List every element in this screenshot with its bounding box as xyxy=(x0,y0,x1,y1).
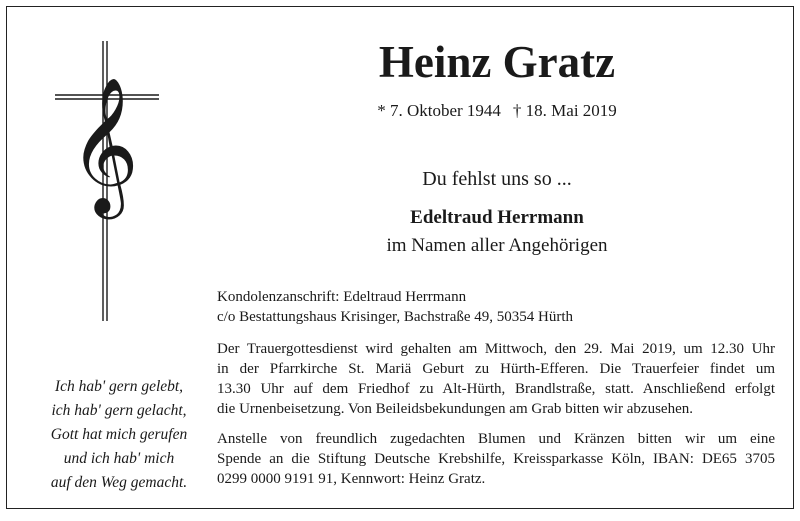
donation-line: Anstelle von freundlich zugedachten Blumen und Kränzen bitten wir um eine xyxy=(217,431,775,447)
cross-treble-clef-icon xyxy=(47,35,167,327)
poem-line: und ich hab' mich xyxy=(63,450,175,467)
birth-date: * 7. Oktober 1944 xyxy=(377,101,501,120)
service-details xyxy=(217,339,775,419)
signer-behalf: im Namen aller Angehörigen xyxy=(386,235,608,256)
deceased-name: Heinz Gratz xyxy=(378,37,616,87)
poem-line: Ich hab' gern gelebt, xyxy=(54,378,184,395)
signer-name: Edeltraud Herrmann xyxy=(410,207,584,228)
address-line: c/o Bestattungshaus Krisinger, Bachstraße 49, 50354 Hürth xyxy=(217,309,574,325)
service-line: die Urnenbeisetzung. Von Beileidsbekundungen am Grab bitten wir abzusehen. xyxy=(217,401,693,417)
service-line: in der Pfarrkirche St. Mariä Geburt zu Hürth-Efferen. Die Trauerfeier findet um xyxy=(217,361,775,377)
poem-line: ich hab' gern gelacht, xyxy=(51,402,187,419)
poem-line: Gott hat mich gerufen xyxy=(50,426,188,443)
donation-request xyxy=(217,429,775,489)
obituary-notice xyxy=(6,6,794,509)
donation-line: 0299 0000 9191 91, Kennwort: Heinz Gratz. xyxy=(217,471,486,487)
memorial-poem xyxy=(29,375,209,495)
poem-line: auf den Weg gemacht. xyxy=(50,474,188,491)
death-date: † 18. Mai 2019 xyxy=(512,101,617,120)
address-line: Kondolenzanschrift: Edeltraud Herrmann xyxy=(217,289,467,305)
service-line: Der Trauergottesdienst wird gehalten am Mittwoch, den 29. Mai 2019, um 12.30 Uhr xyxy=(217,341,775,357)
service-line: 13.30 Uhr auf dem Friedhof zu Alt-Hürth, Brandlstraße, statt. Anschließend erfolgt xyxy=(217,381,775,397)
condolence-address xyxy=(217,287,775,327)
svg-text:𝄞: 𝄞 xyxy=(69,75,139,213)
life-dates xyxy=(227,99,767,123)
motto-line: Du fehlst uns so ... xyxy=(422,168,572,190)
donation-line: Spende an die Stiftung Deutsche Krebshilfe, Kreissparkasse Köln, IBAN: DE65 3705 xyxy=(217,451,775,467)
